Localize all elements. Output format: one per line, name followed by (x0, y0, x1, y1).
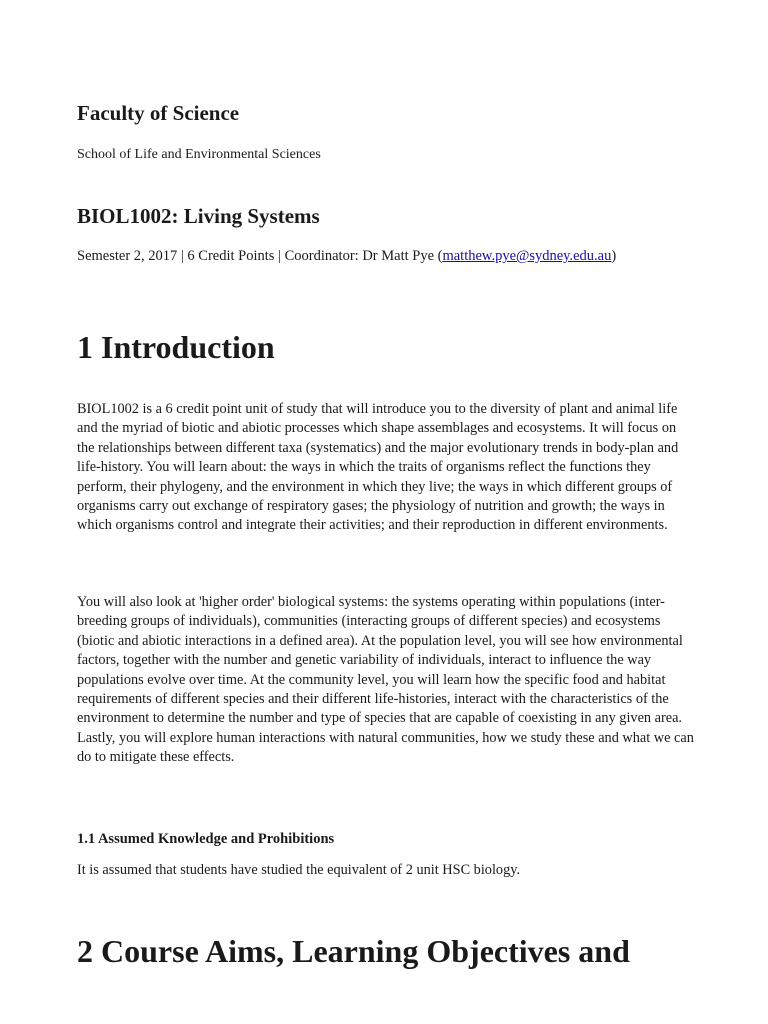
course-meta-prefix: Semester 2, 2017 | 6 Credit Points | Coordinator: Dr Matt Pye ( (77, 248, 443, 264)
faculty-title: Faculty of Science (77, 101, 240, 125)
course-meta (77, 247, 616, 265)
coordinator-email-link[interactable]: matthew.pye@sydney.edu.au (442, 248, 612, 264)
section-heading-introduction: 1 Introduction (77, 329, 275, 365)
school-name: School of Life and Environmental Sciences (77, 147, 321, 162)
intro-paragraph-1: BIOL1002 is a 6 credit point unit of study that will introduce you to the diversity of plant and animal life and the myriad of biotic and abiotic processes which shape assemblages and ecosystems. It will focus on the relationships between different taxa (systematics) and the major evolutionary trends in body-plan and life-history. You will learn about: the ways in which the traits of organisms reflect the functions they perform, their phylogeny, and the environment in which they live; the ways in which different groups of organisms carry out exchange of respiratory gases; the physiology of nutrition and growth; the ways in which organisms control and integrate their activities; and their reproduction in different environments. (77, 401, 679, 534)
course-title: BIOL1002: Living Systems (77, 204, 320, 228)
assumed-knowledge-text: It is assumed that students have studied the equivalent of 2 unit HSC biology. (77, 862, 521, 878)
subsection-heading-assumed-knowledge: 1.1 Assumed Knowledge and Prohibitions (77, 831, 335, 847)
section-heading-course-aims: 2 Course Aims, Learning Objectives and (77, 933, 630, 969)
intro-paragraph-2: You will also look at 'higher order' biological systems: the systems operating within populations (inter-breeding groups of individuals), communities (interacting groups of different species) and ecosystems (biotic and abiotic interactions in a defined area). At the population level, you will see how environmental factors, together with the number and genetic variability of individuals, interact to influence the way populations evolve over time. At the community level, you will learn how the specific food and habitat requirements of different species and their different life-histories, interact with the characteristics of the environment to determine the number and type of species that are capable of coexisting in any given area. Lastly, you will explore human interactions with natural communities, how we study these and what we can do to mitigate these effects. (77, 594, 694, 766)
course-meta-suffix: ) (611, 248, 617, 264)
